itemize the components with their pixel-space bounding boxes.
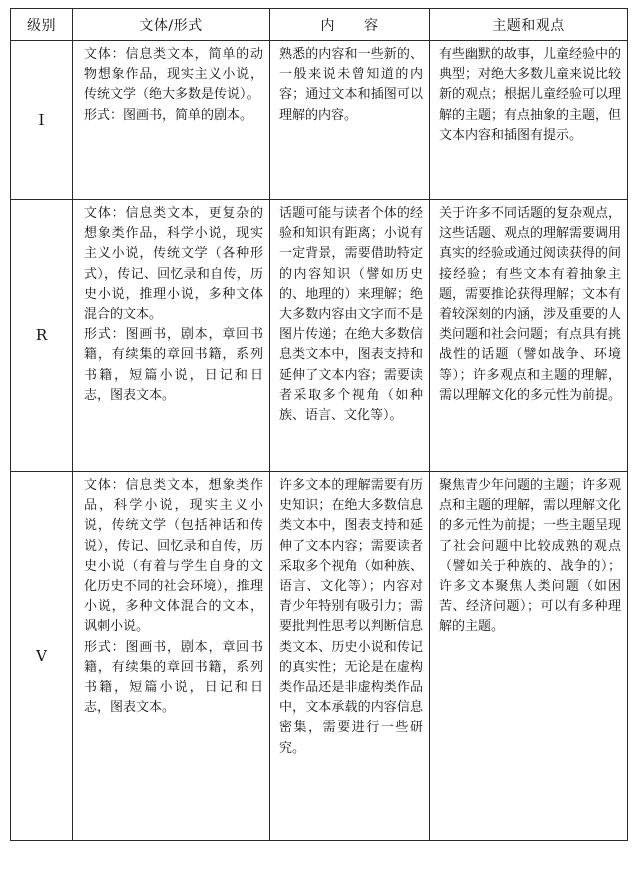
text-form-cell [73, 200, 270, 472]
header-content: 内 容 [270, 9, 430, 41]
theme-cell: 有些幽默的故事，儿童经验中的典型；对绝大多数儿童来说比较新的观点；根据儿童经验可以理解的主题；有点抽象的主题，但文本内容和插图有提示。 [430, 41, 628, 200]
theme-cell: 聚焦青少年问题的主题；许多观点和主题的理解，需以理解文化的多元性为前提；一些主题呈现了社会问题中比较成熟的观点（譬如关于种族的、战争的）；许多文本聚焦人类问题（如困苦、经济问题）；可以有多种理解的主题。 [430, 472, 628, 841]
header-level: 级别 [11, 9, 73, 41]
level-cell: R [11, 200, 73, 472]
content-cell: 许多文本的理解需要有历史知识；在绝大多数信息类文本中，图表支持和延伸了文本内容；需要读者采取多个视角（如种族、语言、文化等）；内容对青少年特别有吸引力；需要批判性思考以判断信息类文本、历史小说和传记的真实性；无论是在虚构类作品还是非虚构类作品中，文本承载的内容信息密集，需要进行一些研究。 [270, 472, 430, 841]
table-row [11, 41, 628, 200]
header-text-form: 文体/形式 [73, 9, 270, 41]
genre-text: 文体：信息类文本，简单的动物想象作品，现实主义小说，传统文学（绝大多数是传说）。 [84, 47, 263, 103]
table-row [11, 472, 628, 841]
content-cell: 话题可能与读者个体的经验和知识有距离；小说有一定背景，需要借助特定的内容知识（譬如历史的、地理的）来理解；绝大多数内容由文字而不是图片传递；在绝大多数信息类文本中，图表支持和延伸了文本内容；需要读者采取多个视角（如种族、语言、文化等）。 [270, 200, 430, 472]
form-text: 形式：图画书，简单的剧本。 [84, 107, 254, 123]
table-row [11, 200, 628, 472]
reading-level-table [10, 8, 628, 841]
genre-text: 文体：信息类文本，想象类作品，科学小说，现实主义小说，传统文学（包括神话和传说），传记、回忆录和自传，历史小说（有着与学生自身的文化历史不同的社会环境），推理小说，多种文体混合的文本，讽刺小说。 [84, 478, 263, 635]
text-form-cell [73, 41, 270, 200]
text-form-cell [73, 472, 270, 841]
genre-text: 文体：信息类文本，更复杂的想象类作品，科学小说，现实主义小说，传统文学（各种形式），传记、回忆录和自传，历史小说，推理小说，多种文体混合的文本。 [84, 206, 263, 323]
theme-cell: 关于许多不同话题的复杂观点，这些话题、观点的理解需要调用真实的经验或通过阅读获得的间接经验；有些文本有着抽象主题，需要推论获得理解；文本有着较深刻的内涵，涉及重要的人类问题和社会问题；有点具有挑战性的话题（譬如战争、环境等）；许多观点和主题的理解，需以理解文化的多元性为前提。 [430, 200, 628, 472]
level-cell: I [11, 41, 73, 200]
table-header-row [11, 9, 628, 41]
form-text: 形式：图画书，剧本，章回书籍，有续集的章回书籍，系列书籍，短篇小说，日记和日志，图表文本。 [84, 639, 263, 716]
header-theme: 主题和观点 [430, 9, 628, 41]
form-text: 形式：图画书，剧本，章回书籍，有续集的章回书籍，系列书籍，短篇小说，日记和日志，图表文本。 [84, 327, 263, 403]
level-cell: V [11, 472, 73, 841]
content-cell: 熟悉的内容和一些新的、一般来说未曾知道的内容；通过文本和插图可以理解的内容。 [270, 41, 430, 200]
